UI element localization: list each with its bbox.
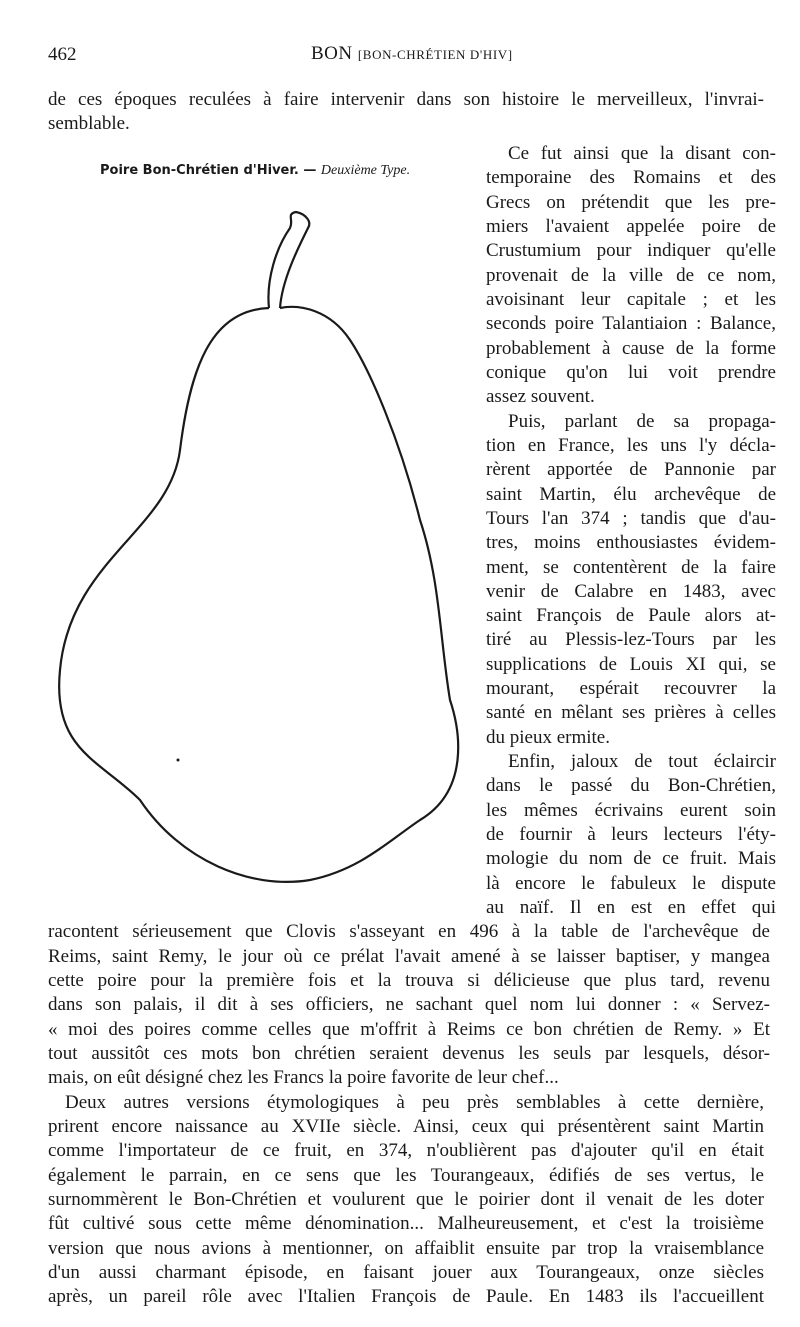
column-line: assez souvent.: [486, 386, 595, 407]
body-line: après, un pareil rôle avec l'Italien François de Paule. En 1483 ils l'accueillent: [48, 1286, 764, 1307]
body-line: « moi des poires comme celles que m'offrit à Reims ce bon chrétien de Remy. » Et: [48, 1019, 770, 1040]
body-line: également le parrain, en ce sens que les Tourangeaux, édifiés de ses vertus, le: [48, 1165, 764, 1186]
column-line: Crustumium pour indiquer qu'elle: [486, 240, 776, 261]
column-line: Ce fut ainsi que la disant con-: [508, 143, 776, 164]
column-line: tres, moins enthousiastes évidem-: [486, 532, 776, 553]
body-line: d'un aussi charmant épisode, en faisant jouer aux Tourangeaux, onze siècles: [48, 1262, 764, 1283]
column-line: tion en France, les uns l'y décla-: [486, 435, 776, 456]
pear-speck: [177, 759, 180, 762]
column-line: au naïf. Il en est en effet qui: [486, 897, 776, 918]
column-line: du pieux ermite.: [486, 727, 610, 748]
column-line: dans le passé du Bon-Chrétien,: [486, 775, 776, 796]
column-line: santé en mêlant ses prières à celles: [486, 702, 776, 723]
column-line: seconds poire Talantiaion : Balance,: [486, 313, 776, 334]
body-line: tout aussitôt ces mots bon chrétien seraient devenus les seuls par lesquels, désor-: [48, 1043, 770, 1064]
intro-line: de ces époques reculées à faire intervenir dans son histoire le merveilleux, l'invrai-: [48, 89, 764, 110]
body-line: cette poire pour la première fois et la trouva si délicieuse que plus tard, revenu: [48, 970, 770, 991]
page-number: 462: [48, 44, 77, 65]
column-line: mourant, espérait recouvrer la: [486, 678, 776, 699]
column-line: provenait de la ville de ce nom,: [486, 265, 776, 286]
body-line: fût cultivé sous cette même dénomination... Malheureusement, et c'est la troisième: [48, 1213, 764, 1234]
column-line: de fournir à leurs lecteurs l'éty-: [486, 824, 776, 845]
pear-illustration: [50, 200, 470, 900]
caption-type: Deuxième Type.: [320, 163, 411, 178]
column-line: temporaine des Romains et des: [486, 167, 776, 188]
pear-outline: [59, 307, 458, 882]
column-line: Grecs on prétendit que les pre-: [486, 192, 776, 213]
pear-stem: [268, 212, 309, 308]
column-line: probablement à cause de la forme: [486, 338, 776, 359]
body-line: racontent sérieusement que Clovis s'asseyant en 496 à la table de l'archevêque de: [48, 921, 770, 942]
header-subtitle: [BON-CHRÉTIEN D'HIV]: [357, 47, 513, 62]
column-line: les mêmes écrivains eurent soin: [486, 800, 776, 821]
column-line: tiré au Plessis-lez-Tours par les: [486, 629, 776, 650]
running-header: [311, 43, 513, 65]
body-line: Deux autres versions étymologiques à peu près semblables à cette dernière,: [65, 1092, 764, 1113]
column-line: avoisinant leur capitale ; et les: [486, 289, 776, 310]
body-line: Reims, saint Remy, le jour où ce prélat l'avait amené à se laisser baptiser, y mangea: [48, 946, 770, 967]
body-line: prirent encore naissance au XVIIe siècle. Ainsi, ceux qui présentèrent saint Martin: [48, 1116, 764, 1137]
header-title: BON: [311, 43, 353, 64]
figure-caption: [100, 163, 410, 179]
column-line: venir de Calabre en 1483, avec: [486, 581, 776, 602]
body-line: dans son palais, il dit à ses officiers, ne sachant quel nom lui donner : « Servez-: [48, 994, 770, 1015]
column-line: mologie du nom de ce fruit. Mais: [486, 848, 776, 869]
column-line: Enfin, jaloux de tout éclaircir: [508, 751, 776, 772]
body-line: comme l'importateur de ce fruit, en 374, n'oublièrent pas d'ajouter qu'il en était: [48, 1140, 764, 1161]
caption-title: Poire Bon-Chrétien d'Hiver. —: [100, 163, 317, 178]
column-line: saint François de Paule alors at-: [486, 605, 776, 626]
body-line: version que nous avions à mentionner, on affaiblit ensuite par trop la vraisemblance: [48, 1238, 764, 1259]
column-line: Puis, parlant de sa propaga-: [508, 411, 776, 432]
body-line: mais, on eût désigné chez les Francs la poire favorite de leur chef...: [48, 1067, 559, 1088]
column-line: supplications de Louis XI qui, se: [486, 654, 776, 675]
column-line: miers l'avaient appelée poire de: [486, 216, 776, 237]
body-line: surnommèrent le Bon-Chrétien et voulurent que le poirier dont il venait de les doter: [48, 1189, 764, 1210]
intro-line: semblable.: [48, 113, 130, 134]
column-line: rèrent apportée de Pannonie par: [486, 459, 776, 480]
column-line: ment, se contentèrent de la faire: [486, 557, 776, 578]
column-line: Tours l'an 374 ; tandis que d'au-: [486, 508, 776, 529]
column-line: là encore le fabuleux le dispute: [486, 873, 776, 894]
column-line: saint Martin, élu archevêque de: [486, 484, 776, 505]
column-line: conique qu'on lui voit prendre: [486, 362, 776, 383]
